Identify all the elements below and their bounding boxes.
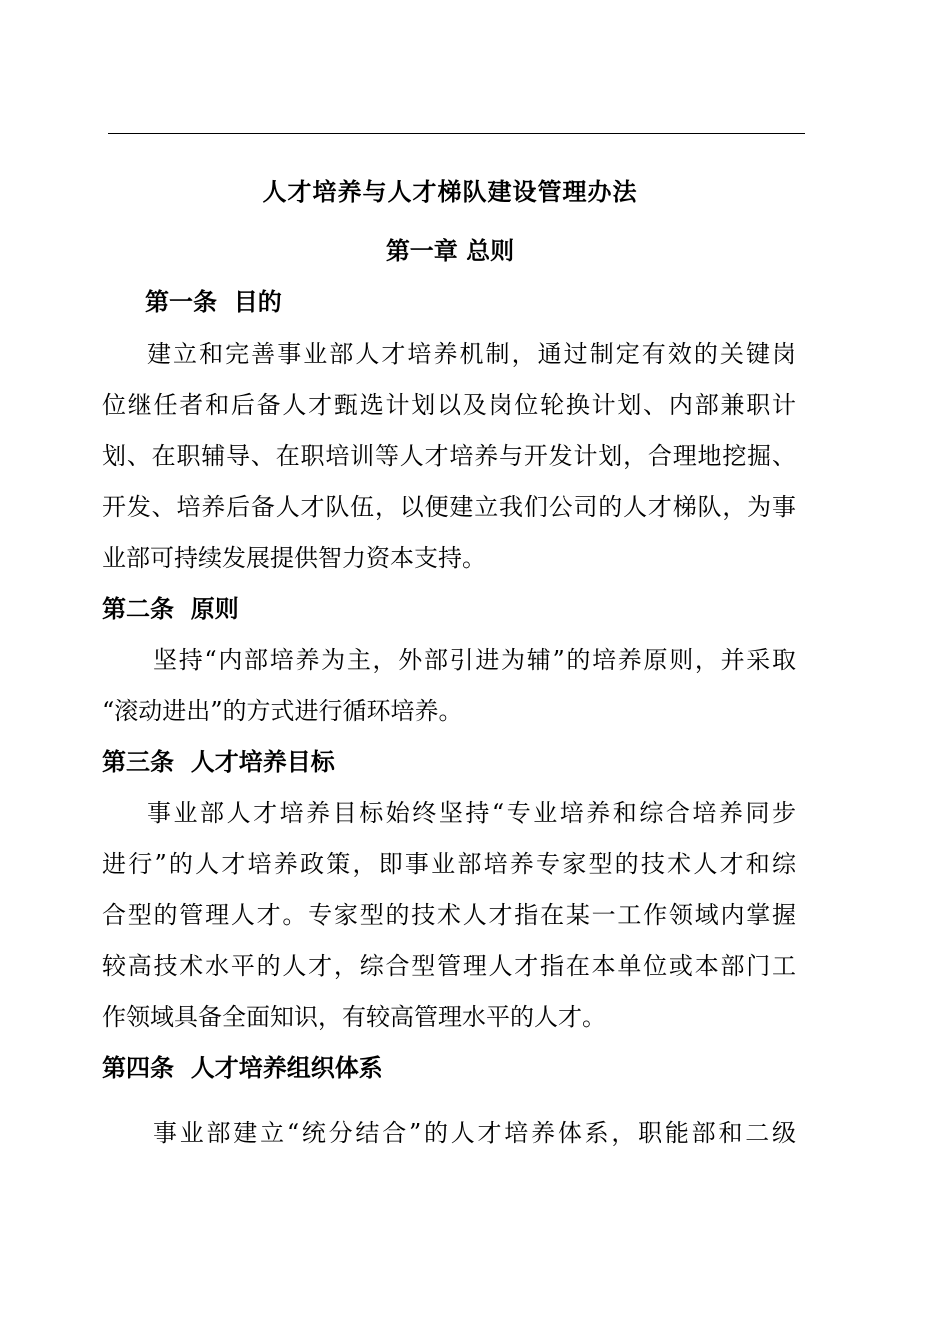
paragraph-line: 业部可持续发展提供智力资本支持。 [102, 544, 486, 572]
paragraph-line: 建立和完善事业部人才培养机制，通过制定有效的关键岗 [147, 340, 796, 368]
paragraph-line: 合型的管理人才。专家型的技术人才指在某一工作领域内掌握 [102, 901, 796, 929]
header-rule [108, 133, 805, 134]
article-heading: 第二条 原则 [102, 595, 239, 623]
paragraph-line: 划、在职辅导、在职培训等人才培养与开发计划，合理地挖掘、 [102, 442, 796, 470]
document-title: 人才培养与人才梯队建设管理办法 [262, 178, 638, 206]
article-heading: 第一条 目的 [145, 288, 282, 316]
paragraph-line: 事业部人才培养目标始终坚持“专业培养和综合培养同步 [147, 799, 796, 827]
chapter-title: 第一章 总则 [385, 237, 515, 265]
paragraph-line: 坚持“内部培养为主，外部引进为辅”的培养原则，并采取 [153, 646, 796, 674]
paragraph-line: 位继任者和后备人才甄选计划以及岗位轮换计划、内部兼职计 [102, 391, 796, 419]
paragraph-line: 开发、培养后备人才队伍，以便建立我们公司的人才梯队，为事 [102, 493, 796, 521]
article-heading: 第三条 人才培养目标 [102, 748, 335, 776]
paragraph-line: 进行”的人才培养政策，即事业部培养专家型的技术人才和综 [102, 850, 796, 878]
paragraph-line: 作领域具备全面知识，有较高管理水平的人才。 [102, 1003, 606, 1031]
paragraph-line: 事业部建立“统分结合”的人才培养体系，职能部和二级 [153, 1119, 796, 1147]
paragraph-line: 较高技术水平的人才，综合型管理人才指在本单位或本部门工 [102, 952, 796, 980]
article-heading: 第四条 人才培养组织体系 [102, 1054, 383, 1082]
paragraph-line: “滚动进出”的方式进行循环培养。 [102, 697, 463, 725]
